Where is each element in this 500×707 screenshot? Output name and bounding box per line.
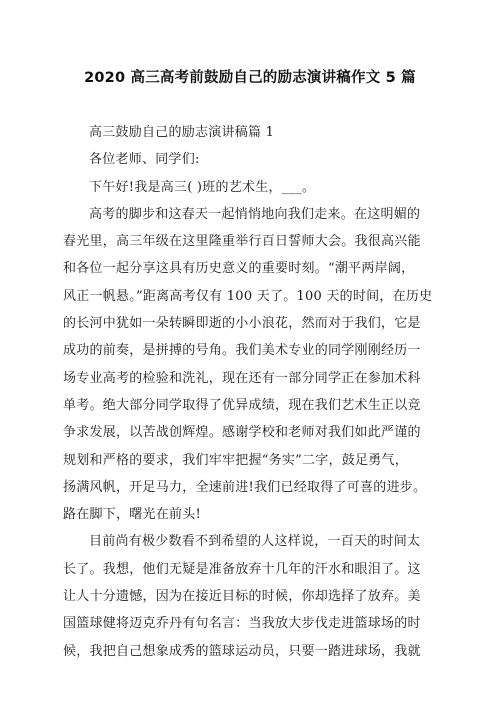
- document-title: 2020 高三高考前鼓励自己的励志演讲稿作文 5 篇: [84, 70, 416, 86]
- body-line: 成功的前奏，是拼搏的号角。我们美术专业的同学刚刚经历一: [63, 343, 421, 359]
- body-line: 让人十分遗憾，因为在接近目标的时候，你却选择了放弃。美: [63, 589, 421, 605]
- body-line: 各位老师、同学们:: [89, 152, 200, 168]
- body-line: 扬满风帆，开足马力，全速前进!我们已经取得了可喜的进步。: [63, 479, 427, 495]
- body-line: 下午好!我是高三( )班的艺术生，___。: [89, 179, 316, 195]
- body-line: 候，我把自己想象成秀的篮球运动员，只要一踏进球场，我就: [63, 643, 421, 659]
- document-body: [63, 119, 441, 665]
- body-line: 场专业高考的检验和洗礼，现在还有一部分同学正在参加术科: [63, 370, 421, 386]
- body-line: 和各位一起分享这具有历史意义的重要时刻。“潮平两岸阔，: [63, 261, 415, 277]
- body-line: 高三鼓励自己的励志演讲稿篇 1: [89, 125, 275, 140]
- body-line: 高考的脚步和这春天一起悄悄地向我们走来。在这明媚的: [89, 206, 421, 222]
- body-line: 规划和严格的要求，我们牢牢把握“务实”二字，鼓足勇气，: [63, 452, 409, 468]
- body-line: 长了。我想，他们无疑是准备放弃十几年的汗水和眼泪了。这: [63, 561, 421, 577]
- body-line: 国篮球健将迈克乔丹有句名言：当我放大步伐走进篮球场的时: [63, 616, 421, 632]
- body-line: 的长河中犹如一朵转瞬即逝的小小浪花，然而对于我们，它是: [63, 316, 421, 332]
- body-line: 争求发展，以苦战创辉煌。感谢学校和老师对我们如此严谨的: [63, 425, 421, 441]
- body-line: 单考。绝大部分同学取得了优异成绩，现在我们艺术生正以竞: [63, 397, 421, 413]
- body-line: 目前尚有极少数看不到希望的人这样说，一百天的时间太: [89, 534, 421, 550]
- body-line: 风正一帆悬。”距离高考仅有 100 天了。100 天的时间，在历史: [63, 288, 433, 304]
- body-line: 路在脚下，曙光在前头!: [63, 507, 201, 523]
- body-line: 春光里，高三年级在这里隆重举行百日誓师大会。我很高兴能: [63, 234, 421, 250]
